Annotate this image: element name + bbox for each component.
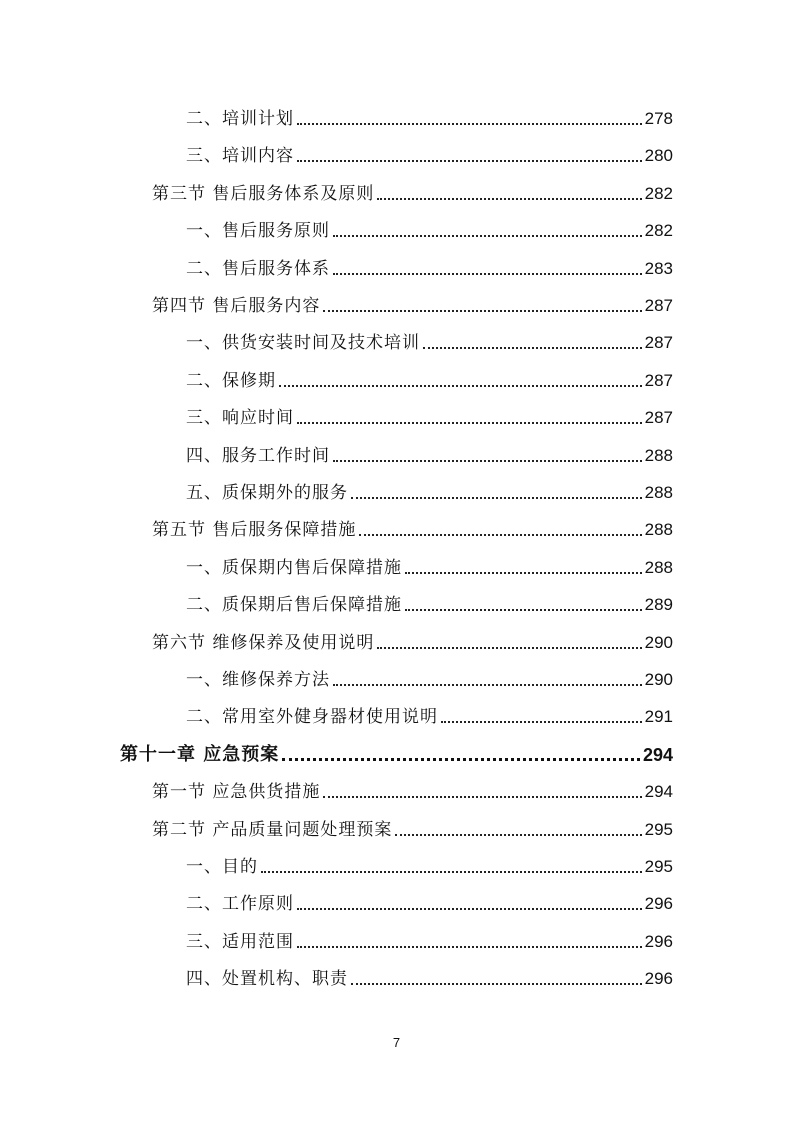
toc-chapter-entry[interactable] [120,736,673,766]
toc-entry-title: 二、常用室外健身器材使用说明 [186,707,438,728]
toc-leader-dots [351,497,642,499]
toc-leader-dots [423,347,642,349]
toc-leader-dots [359,534,641,536]
toc-leader-dots [279,385,642,387]
toc-entry-page-number: 294 [644,782,673,802]
toc-leader-dots [405,609,642,611]
toc-subsection-entry[interactable] [186,399,673,429]
toc-subsection-entry[interactable] [186,100,673,130]
toc-entry-page-number: 282 [644,221,673,241]
toc-leader-dots [297,908,642,910]
toc-entry-title: 四、处置机构、职责 [186,969,348,990]
toc-entry-page-number: 295 [644,819,673,839]
toc-leader-dots [333,460,642,462]
toc-leader-dots [297,123,642,125]
toc-entry-title: 二、保修期 [186,370,276,391]
toc-entry-title: 三、培训内容 [186,146,294,167]
toc-leader-dots [297,946,642,948]
toc-entry-page-number: 282 [644,183,673,203]
toc-subsection-entry[interactable] [186,960,673,990]
toc-entry-title: 第六节 维修保养及使用说明 [152,632,375,653]
toc-leader-dots [333,273,642,275]
toc-entry-page-number: 287 [644,333,673,353]
toc-entry-title: 第三节 售后服务体系及原则 [152,183,375,204]
toc-leader-dots [441,721,642,723]
toc-entry-title: 五、质保期外的服务 [186,483,348,503]
page-number: 7 [392,1035,401,1050]
toc-entry-page-number: 295 [644,857,673,876]
toc-entry-page-number: 287 [644,408,673,428]
toc-leader-dots [297,160,642,162]
toc-entry-title: 一、供货安装时间及技术培训 [186,333,420,354]
toc-subsection-entry[interactable] [186,549,673,579]
toc-subsection-entry[interactable] [186,362,673,392]
toc-entry-page-number: 296 [644,894,673,914]
toc-entry-title: 二、培训计划 [186,109,294,129]
toc-leader-dots [323,796,641,798]
toc-leader-dots [323,310,641,312]
toc-section-entry[interactable] [152,773,673,803]
toc-leader-dots [261,871,642,873]
toc-subsection-entry[interactable] [186,324,673,354]
toc-entry-page-number: 288 [644,445,673,465]
toc-entry-page-number: 288 [644,520,673,540]
toc-subsection-entry[interactable] [186,212,673,242]
toc-subsection-entry[interactable] [186,137,673,167]
toc-entry-title: 第二节 产品质量问题处理预案 [152,819,393,840]
toc-entry-page-number: 291 [644,707,673,727]
toc-subsection-entry[interactable] [186,586,673,616]
toc-section-entry[interactable] [152,811,673,841]
toc-subsection-entry[interactable] [186,698,673,728]
toc-entry-page-number: 278 [644,109,673,128]
toc-leader-dots [395,834,641,836]
toc-subsection-entry[interactable] [186,885,673,915]
toc-entry-page-number: 290 [644,670,673,689]
toc-leader-dots [282,758,640,761]
toc-leader-dots [333,684,642,686]
toc-entry-title: 二、售后服务体系 [186,258,330,279]
toc-leader-dots [377,647,641,649]
toc-leader-dots [351,983,642,985]
toc-entry-page-number: 288 [644,557,673,577]
toc-entry-page-number: 287 [644,296,673,315]
toc-section-entry[interactable] [152,624,673,654]
toc-entry-page-number: 288 [644,483,673,502]
toc-leader-dots [377,198,641,200]
toc-entry-title: 第四节 售后服务内容 [152,296,321,316]
toc-entry-page-number: 296 [644,931,673,951]
toc-subsection-entry[interactable] [186,848,673,878]
toc-entry-page-number: 296 [644,969,673,989]
toc-entry-title: 四、服务工作时间 [186,445,330,466]
toc-entry-page-number: 290 [644,632,673,652]
toc-subsection-entry[interactable] [186,923,673,953]
toc-leader-dots [405,572,642,574]
toc-entry-title: 第一节 应急供货措施 [152,782,321,803]
toc-entry-title: 三、响应时间 [186,408,294,429]
toc-entry-title: 一、维修保养方法 [186,670,330,690]
toc-leader-dots [333,235,642,237]
toc-entry-title: 一、质保期内售后保障措施 [186,557,402,578]
toc-entry-title: 一、目的 [186,857,258,877]
toc-entry-page-number: 287 [644,370,673,390]
toc-entry-title: 二、质保期后售后保障措施 [186,595,402,616]
toc-section-entry[interactable] [152,175,673,205]
toc-section-entry[interactable] [152,287,673,317]
toc-entry-title: 第十一章 应急预案 [120,743,280,765]
toc-subsection-entry[interactable] [186,437,673,467]
toc-subsection-entry[interactable] [186,250,673,280]
toc-entry-title: 第五节 售后服务保障措施 [152,520,357,541]
toc-section-entry[interactable] [152,511,673,541]
toc-subsection-entry[interactable] [186,474,673,504]
toc-entry-page-number: 289 [644,595,673,615]
toc-entry-title: 二、工作原则 [186,894,294,915]
toc-entry-page-number: 280 [644,146,673,166]
toc-entry-page-number: 283 [644,258,673,278]
toc-entry-page-number: 294 [642,744,673,765]
toc-subsection-entry[interactable] [186,661,673,691]
toc-entry-title: 三、适用范围 [186,931,294,952]
toc-entry-title: 一、售后服务原则 [186,221,330,242]
toc-leader-dots [297,422,642,424]
